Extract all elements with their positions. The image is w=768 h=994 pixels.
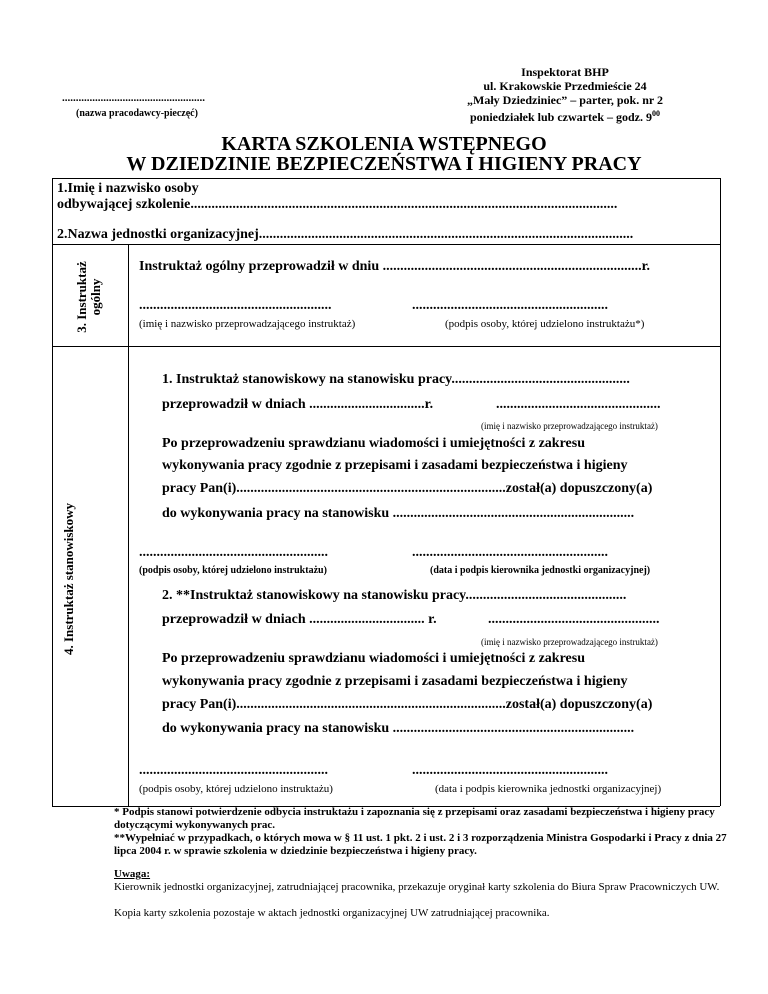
address-line-2: ul. Krakowskie Przedmieście 24 [483,79,647,93]
section-2-unit[interactable]: 2.Nazwa jednostki organizacyjnej........................................................................................................... [57,227,634,242]
form-left-border [52,178,53,806]
section-4-side-label: 4. Instruktaż stanowiskowy [61,502,76,656]
section-3-instructor-caption: (imię i nazwisko przeprowadzającego instruktaż) [139,318,356,330]
section-3-side-label: 3. Instruktaż ogólny [74,261,103,333]
section-1-line-2: odbywającej szkolenie.......................................................................................................................... [57,197,618,212]
employer-stamp-caption: (nazwa pracodawcy-pieczęć) [76,108,198,119]
side-column-divider [128,244,129,806]
address-line-3: „Mały Dziedziniec” – parter, pok. nr 2 [467,93,663,107]
item-1-heading[interactable]: 1. Instruktaż stanowiskowy na stanowisku pracy................................................... [162,372,630,387]
item-1-after-line-2: wykonywania pracy zgodnie z przepisami i zasadami bezpieczeństwa i higieny [162,458,628,473]
item-2-position-field[interactable]: do wykonywania pracy na stanowisku ..................................................................... [162,721,635,736]
remark-line-1: Kierownik jednostki organizacyjnej, zatrudniającej pracownika, przekazuje oryginał karty szkolenia do Biura Spraw Pracowniczych UW. [114,881,720,893]
section-3-conducted[interactable]: Instruktaż ogólny przeprowadził w dniu ..........................................................................r. [139,259,651,274]
footnote-1: * Podpis stanowi potwierdzenie odbycia instruktażu i zapoznania się z przepisami oraz zasadami bezpieczeństwa i higieny pracy dotyczącymi wykonywanych prac. [114,806,715,831]
item-1-employee-signature-dots[interactable]: ...................................................... [139,545,328,560]
item-2-manager-signature-dots[interactable]: ........................................................ [412,763,608,778]
item-1-employee-field[interactable]: pracy Pan(i).............................................................................został(a) dopuszczony(a) [162,481,653,496]
item-1-conducted[interactable]: przeprowadził w dniach .................................r. [162,397,434,412]
item-1-instructor-caption: (imię i nazwisko przeprowadzającego instruktaż) [481,421,658,431]
section-3-signature-dots[interactable]: ........................................................ [412,298,608,313]
document-title-line-1: KARTA SZKOLENIA WSTĘPNEGO [221,133,547,155]
item-1-position-field[interactable]: do wykonywania pracy na stanowisku ..................................................................... [162,506,635,521]
section-2-divider [52,244,720,245]
item-1-manager-signature-dots[interactable]: ........................................................ [412,545,608,560]
section-1-name[interactable] [57,181,617,213]
item-2-after-line-1: Po przeprowadzeniu sprawdzianu wiadomości i umiejętności z zakresu [162,651,585,666]
remark-line-2: Kopia karty szkolenia pozostaje w aktach jednostki organizacyjnej UW zatrudniającej pracownika. [114,907,550,919]
item-1-instructor-dots[interactable]: ............................................... [496,397,661,412]
item-1-after-line-1: Po przeprowadzeniu sprawdzianu wiadomości i umiejętności z zakresu [162,436,585,451]
address-line-1: Inspektorat BHP [521,65,609,79]
section-3-instructor-dots[interactable]: ....................................................... [139,298,332,313]
footnote-2: **Wypełniać w przypadkach, o których mowa w § 11 ust. 1 pkt. 2 i ust. 2 i 3 rozporządzenia Ministra Gospodarki i Pracy z dnia 27 lipca 2004 r. w sprawie szkolenia w dziedzinie bezpieczeństwa i higieny pracy. [114,832,727,857]
section-3-signature-caption: (podpis osoby, której udzielono instruktażu*) [445,318,645,330]
item-2-employee-caption: (podpis osoby, której udzielono instruktażu) [139,783,333,795]
item-2-instructor-dots[interactable]: ................................................. [488,612,660,627]
item-1-employee-caption: (podpis osoby, której udzielono instruktażu) [139,565,327,576]
section-1-line-1: 1.Imię i nazwisko osoby [57,181,199,196]
remark-label: Uwaga: [114,868,151,880]
address-block [440,65,690,124]
address-line-4: poniedziałek lub czwartek – godz. $9^{00}$ [470,109,660,124]
item-1-manager-caption: (data i podpis kierownika jednostki organizacyjnej) [430,565,651,576]
employer-stamp-dots[interactable]: .................................................... [62,92,205,104]
section-3-divider [52,346,720,347]
item-2-instructor-caption: (imię i nazwisko przeprowadzającego instruktaż) [481,637,658,647]
form-right-border [720,178,721,806]
item-2-conducted[interactable]: przeprowadził w dniach ................................. r. [162,612,437,627]
item-2-after-line-2: wykonywania pracy zgodnie z przepisami i zasadami bezpieczeństwa i higieny [162,674,628,689]
item-2-manager-caption: (data i podpis kierownika jednostki organizacyjnej) [435,783,662,795]
item-2-employee-signature-dots[interactable]: ...................................................... [139,763,328,778]
form-top-border [52,178,720,179]
document-title-line-2: W DZIEDZINIE BEZPIECZEŃSTWA I HIGIENY PRACY [126,153,642,175]
item-2-employee-field[interactable]: pracy Pan(i).............................................................................został(a) dopuszczony(a) [162,697,653,712]
item-2-heading[interactable]: 2. **Instruktaż stanowiskowy na stanowisku pracy.............................................. [162,588,627,603]
